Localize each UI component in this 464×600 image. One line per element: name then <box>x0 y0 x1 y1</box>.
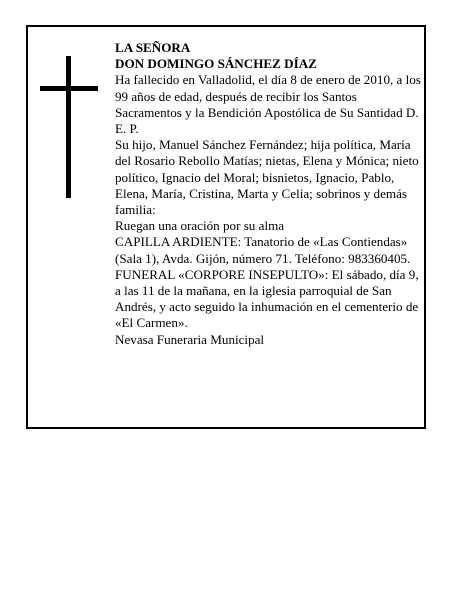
prayer-request: Ruegan una oración por su alma <box>115 218 285 234</box>
notice-title-line-2: DON DOMINGO SÁNCHEZ DÍAZ <box>115 56 317 72</box>
family-list: Su hijo, Manuel Sánchez Fernández; hija política, María del Rosario Rebollo Matías; nietas, Elena y Mónica; nieto político, Ignacio del Moral; bisnietos, Ignacio, Pablo, Elena, María, Cristina, Marta y Celia; sobrinos y demás familia: <box>115 137 419 218</box>
chapel-info: CAPILLA ARDIENTE: Tanatorio de «Las Contiendas» (Sala 1), Avda. Gijón, número 71. Teléfono: 983360405. <box>115 234 411 266</box>
funeral-home: Nevasa Funeraria Municipal <box>115 331 265 347</box>
cross-horizontal-bar <box>40 86 98 91</box>
obituary-notice <box>26 25 426 429</box>
notice-text <box>115 40 425 348</box>
cross-icon <box>40 56 98 198</box>
notice-title-line-1: LA SEÑORA <box>115 40 191 55</box>
death-announcement: Ha fallecido en Valladolid, el día 8 de enero de 2010, a los 99 años de edad, después de recibir los Santos Sacramentos y la Bendición Apostólica de Su Santidad D. E. P. <box>115 72 421 137</box>
cross-vertical-bar <box>66 56 71 198</box>
funeral-info: FUNERAL «CORPORE INSEPULTO»: El sábado, día 9, a las 11 de la mañana, en la iglesia parroquial de San Andrés, y acto seguido la inhumación en el cementerio de «El Carmen». <box>115 266 419 331</box>
